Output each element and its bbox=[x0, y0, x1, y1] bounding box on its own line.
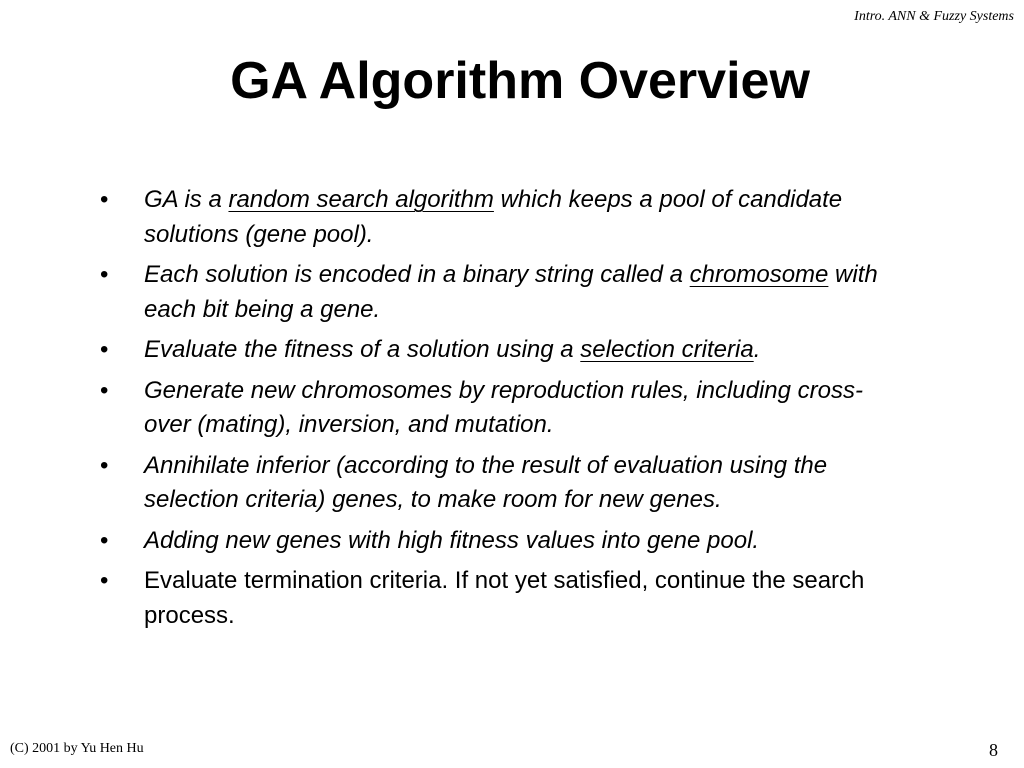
bullet-list bbox=[100, 183, 900, 639]
bullet-item-chromosome bbox=[100, 258, 900, 327]
underlined-term-random-search-algorithm: random search algorithm bbox=[228, 186, 494, 213]
bullet-text: Evaluate termination criteria. If not yet satisfied, continue the search process. bbox=[144, 567, 865, 629]
bullet-text-post: . bbox=[753, 336, 761, 363]
course-header: Intro. ANN & Fuzzy Systems bbox=[854, 9, 1014, 24]
bullet-glyph: • bbox=[100, 186, 109, 213]
bullet-glyph: • bbox=[100, 451, 109, 479]
bullet-item-random-search bbox=[100, 183, 900, 252]
underlined-term-chromosome: chromosome bbox=[689, 261, 829, 288]
bullet-text-pre: Each solution is encoded in a binary string called a bbox=[144, 261, 690, 288]
underlined-term-selection-criteria: selection criteria bbox=[580, 336, 754, 363]
bullet-glyph: • bbox=[100, 336, 109, 363]
bullet-text: Generate new chromosomes by reproduction rules, including cross-over (mating), inversion, and mutation. bbox=[144, 376, 864, 438]
bullet-glyph: • bbox=[100, 376, 109, 404]
bullet-text-pre: GA is a bbox=[144, 186, 229, 213]
bullet-item-adding-genes bbox=[100, 524, 900, 559]
bullet-text-pre: Evaluate the fitness of a solution using a bbox=[144, 336, 581, 363]
bullet-item-termination bbox=[100, 564, 900, 633]
bullet-item-fitness bbox=[100, 333, 900, 368]
bullet-text: Adding new genes with high fitness values into gene pool. bbox=[144, 526, 760, 554]
bullet-glyph: • bbox=[100, 567, 109, 594]
bullet-text-post: which keeps a pool of candidate solutions (gene pool). bbox=[144, 186, 843, 248]
page-number: 8 bbox=[989, 740, 998, 760]
bullet-text-post: with each bit being a gene. bbox=[144, 261, 878, 323]
bullet-text: Annihilate inferior (according to the result of evaluation using the selection criteria) genes, to make room for new genes. bbox=[144, 451, 828, 513]
bullet-glyph: • bbox=[100, 261, 109, 288]
slide-title: GA Algorithm Overview bbox=[230, 52, 810, 110]
bullet-item-reproduction bbox=[100, 374, 900, 443]
bullet-glyph: • bbox=[100, 526, 109, 554]
copyright-footer: (C) 2001 by Yu Hen Hu bbox=[10, 741, 144, 756]
bullet-item-annihilate bbox=[100, 449, 900, 518]
